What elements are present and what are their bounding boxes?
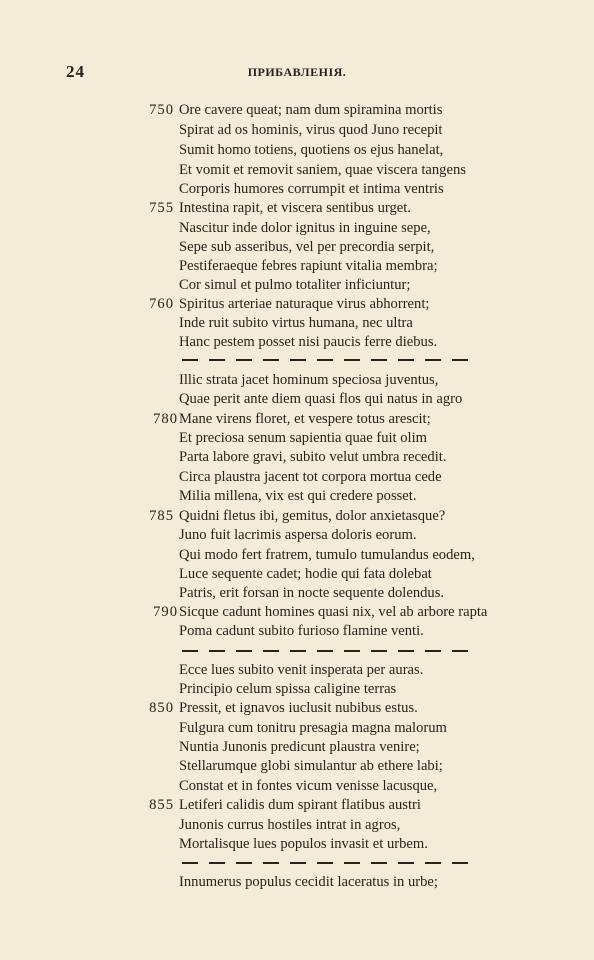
verse-text: Quae perit ante diem quasi flos qui natus in agro <box>179 391 463 407</box>
verse-text: Cor simul et pulmo totaliter inficiuntur; <box>179 277 411 293</box>
line-number: 785 <box>149 508 174 524</box>
verse-line <box>0 486 594 506</box>
verse-line <box>0 698 594 718</box>
verse-text: Fulgura cum tonitru presagia magna malorum <box>179 720 447 736</box>
verse-line <box>0 795 594 815</box>
verse-text: Parta labore gravi, subito velut umbra recedit. <box>179 449 447 465</box>
verse-text: Mortalisque lues populos invasit et urbem. <box>179 836 428 852</box>
verse-line <box>0 447 594 467</box>
verse-text: Patris, erit forsan in nocte sequente dolendus. <box>179 585 445 601</box>
verse-line <box>0 525 594 545</box>
verse-line <box>0 332 594 352</box>
page-number: 24 <box>66 62 85 81</box>
verse-line <box>0 389 594 409</box>
verse-text: Nuntia Junonis predicunt plaustra venire; <box>179 739 420 755</box>
verse-line <box>0 679 594 699</box>
verse-text: Pestiferaeque febres rapiunt vitalia membra; <box>179 258 438 274</box>
verse-text: Sepe sub asseribus, vel per precordia serpit, <box>179 239 435 255</box>
verse-line <box>0 545 594 565</box>
verse-line <box>0 294 594 314</box>
line-number: 755 <box>149 200 174 216</box>
verse-text: Ore cavere queat; nam dum spiramina mortis <box>179 102 443 118</box>
verse-text: Junonis currus hostiles intrat in agros, <box>179 817 401 833</box>
verse-text: Hanc pestem posset nisi paucis ferre diebus. <box>179 334 438 350</box>
verse-text: Et vomit et removit saniem, quae viscera tangens <box>179 162 466 178</box>
verse-text: Poma cadunt subito furioso flamine venti. <box>179 623 424 639</box>
verse-text: Ecce lues subito venit insperata per auras. <box>179 662 424 678</box>
verse-text: Milia millena, vix est qui credere posset. <box>179 488 417 504</box>
verse-text: Corporis humores corrumpit et intima ventris <box>179 181 444 197</box>
running-head: ПРИБАВЛЕНIЯ. <box>247 65 347 79</box>
verse-line <box>0 583 594 603</box>
verse-line <box>0 198 594 218</box>
line-number: 780 <box>153 411 178 427</box>
verse-line <box>0 834 594 854</box>
verse-text: Letiferi calidis dum spirant flatibus austri <box>179 797 421 813</box>
verse-text: Constat et in fontes vicum venisse lacusque, <box>179 778 438 794</box>
verse-line <box>0 313 594 333</box>
omission-dashes <box>182 862 468 864</box>
verse-line <box>0 218 594 238</box>
verse-text: Spirat ad os hominis, virus quod Juno recepit <box>179 122 443 138</box>
verse-text: Principio celum spissa caligine terras <box>179 681 397 697</box>
verse-text: Juno fuit lacrimis aspersa doloris eorum. <box>179 527 417 543</box>
verse-line <box>0 140 594 160</box>
verse-text: Intestina rapit, et viscera sentibus urget. <box>179 200 411 216</box>
verse-line <box>0 506 594 526</box>
verse-line <box>0 718 594 738</box>
verse-text: Inde ruit subito virtus humana, nec ultra <box>179 315 413 331</box>
verse-line <box>0 602 594 622</box>
verse-line <box>0 160 594 180</box>
verse-line <box>0 467 594 487</box>
verse-line <box>0 100 594 120</box>
verse-text: Qui modo fert fratrem, tumulo tumulandus eodem, <box>179 547 475 563</box>
verse-line <box>0 872 594 892</box>
line-number: 750 <box>149 102 174 118</box>
verse-line <box>0 256 594 276</box>
verse-text: Et preciosa senum sapientia quae fuit olim <box>179 430 428 446</box>
verse-line <box>0 428 594 448</box>
verse-line <box>0 564 594 584</box>
page-header <box>0 62 594 86</box>
verse-line <box>0 756 594 776</box>
verse-text: Luce sequente cadet; hodie qui fata dolebat <box>179 566 432 582</box>
verse-text: Sumit homo totiens, quotiens os ejus hanelat, <box>179 142 444 158</box>
verse-line <box>0 815 594 835</box>
verse-line <box>0 660 594 680</box>
verse-line <box>0 370 594 390</box>
line-number: 855 <box>149 797 174 813</box>
verse-line <box>0 179 594 199</box>
verse-text: Mane virens floret, et vespere totus arescit; <box>179 411 431 427</box>
verse-line <box>0 776 594 796</box>
verse-text: Nascitur inde dolor ignitus in inguine sepe, <box>179 220 431 236</box>
verse-text: Pressit, et ignavos iuclusit nubibus estus. <box>179 700 418 716</box>
verse-text: Circa plaustra jacent tot corpora mortua cede <box>179 469 442 485</box>
line-number: 790 <box>153 604 178 620</box>
verse-line <box>0 409 594 429</box>
verse-line <box>0 621 594 641</box>
verse-line <box>0 120 594 140</box>
verse-line <box>0 237 594 257</box>
verse-text: Illic strata jacet hominum speciosa juventus, <box>179 372 439 388</box>
omission-dashes <box>182 359 468 361</box>
verse-text: Spiritus arteriae naturaque virus abhorrent; <box>179 296 430 312</box>
omission-dashes <box>182 650 468 652</box>
verse-line <box>0 275 594 295</box>
line-number: 760 <box>149 296 174 312</box>
verse-text: Sicque cadunt homines quasi nix, vel ab arbore rapta <box>179 604 488 620</box>
verse-text: Quidni fletus ibi, gemitus, dolor anxietasque? <box>179 508 446 524</box>
line-number: 850 <box>149 700 174 716</box>
verse-text: Stellarumque globi simulantur ab ethere labi; <box>179 758 443 774</box>
verse-line <box>0 737 594 757</box>
verse-text: Innumerus populus cecidit laceratus in urbe; <box>179 874 438 890</box>
